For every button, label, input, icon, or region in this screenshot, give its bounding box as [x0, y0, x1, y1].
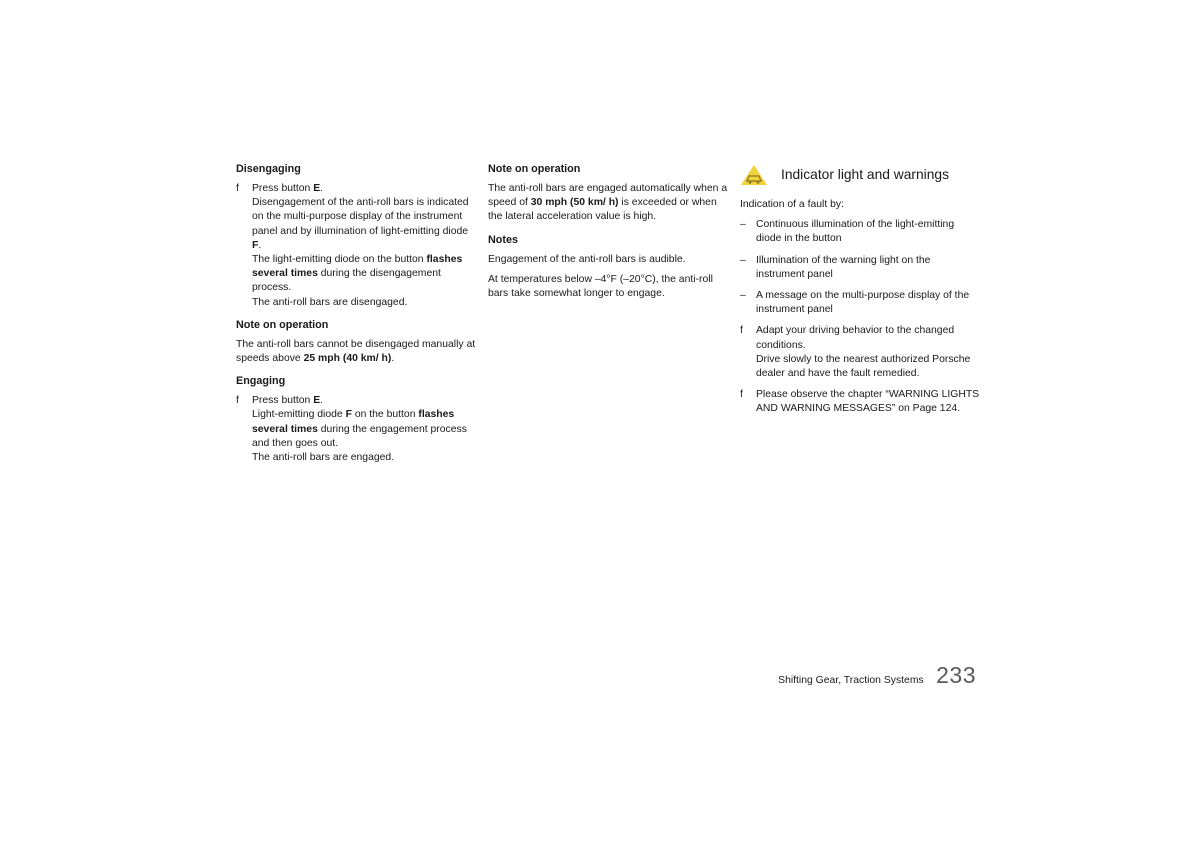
list-item: f Adapt your driving behavior to the changed conditions. Drive slowly to the nearest authorized Porsche dealer and have the fault remedied.: [740, 325, 971, 380]
heading-disengaging: Disengaging: [236, 163, 301, 175]
dash-marker: –: [740, 290, 746, 302]
step-line: The anti-roll bars are disengaged.: [252, 296, 408, 308]
paragraph: At temperatures below –4°F (–20°C), the anti-roll bars take somewhat longer to engage.: [488, 273, 713, 300]
warning-car-icon: [740, 164, 768, 186]
step-line: Press button E.: [252, 395, 324, 407]
list-item: f Please observe the chapter “WARNING LIGHTS AND WARNING MESSAGES” on Page 124.: [740, 389, 980, 415]
heading-note-operation: Note on operation: [488, 163, 581, 175]
heading-engaging: Engaging: [236, 375, 286, 388]
section-disengaging: [236, 162, 476, 310]
column-right: [740, 162, 980, 424]
step-disengaging: [236, 182, 476, 310]
step-marker: f: [236, 395, 239, 407]
column-middle: [488, 162, 728, 309]
list-item: – Continuous illumination of the light-emitting diode in the button: [740, 219, 955, 245]
dash-marker: –: [740, 254, 746, 266]
page-footer: [700, 662, 976, 689]
list-item: – Illumination of the warning light on the instrument panel: [740, 254, 931, 280]
page-number: 233: [936, 662, 976, 688]
section-notes: [488, 233, 728, 302]
section-note-operation-left: [236, 318, 476, 366]
step-line: Press button E.: [252, 183, 324, 194]
step-marker: f: [740, 325, 743, 337]
section-title: Indicator light and warnings: [781, 167, 949, 182]
heading-note-operation: Note on operation: [236, 318, 329, 331]
dash-marker: –: [740, 219, 746, 231]
step-line: Disengagement of the anti-roll bars is indicated on the multi-purpose display of the instrument panel and by illumination of light-emitting diode F.: [252, 197, 469, 251]
heading-notes: Notes: [488, 233, 518, 246]
section-label: Shifting Gear, Traction Systems: [778, 675, 924, 686]
step-marker: f: [236, 183, 239, 194]
step-line: Light-emitting diode F on the button flashes several times during the engagement process and then goes out.: [252, 409, 467, 449]
column-left: [236, 162, 476, 473]
step-line: The light-emitting diode on the button flashes several times during the disengagement process.: [252, 254, 463, 294]
paragraph: The anti-roll bars are engaged automatically when a speed of 30 mph (50 km/ h) is exceeded or when the lateral acceleration value is high.: [488, 183, 728, 223]
step-engaging: [236, 394, 476, 465]
section-engaging: [236, 374, 476, 465]
section-note-operation-right: [488, 162, 728, 225]
step-marker: f: [740, 389, 743, 401]
section-title-row: [740, 162, 980, 188]
list-item: – A message on the multi-purpose display of the instrument panel: [740, 290, 970, 316]
intro-text: Indication of a fault by:: [740, 199, 844, 210]
paragraph: The anti-roll bars cannot be disengaged manually at speeds above 25 mph (40 km/ h).: [236, 338, 476, 365]
step-line: The anti-roll bars are engaged.: [252, 452, 395, 464]
paragraph: Engagement of the anti-roll bars is audible.: [488, 253, 686, 265]
